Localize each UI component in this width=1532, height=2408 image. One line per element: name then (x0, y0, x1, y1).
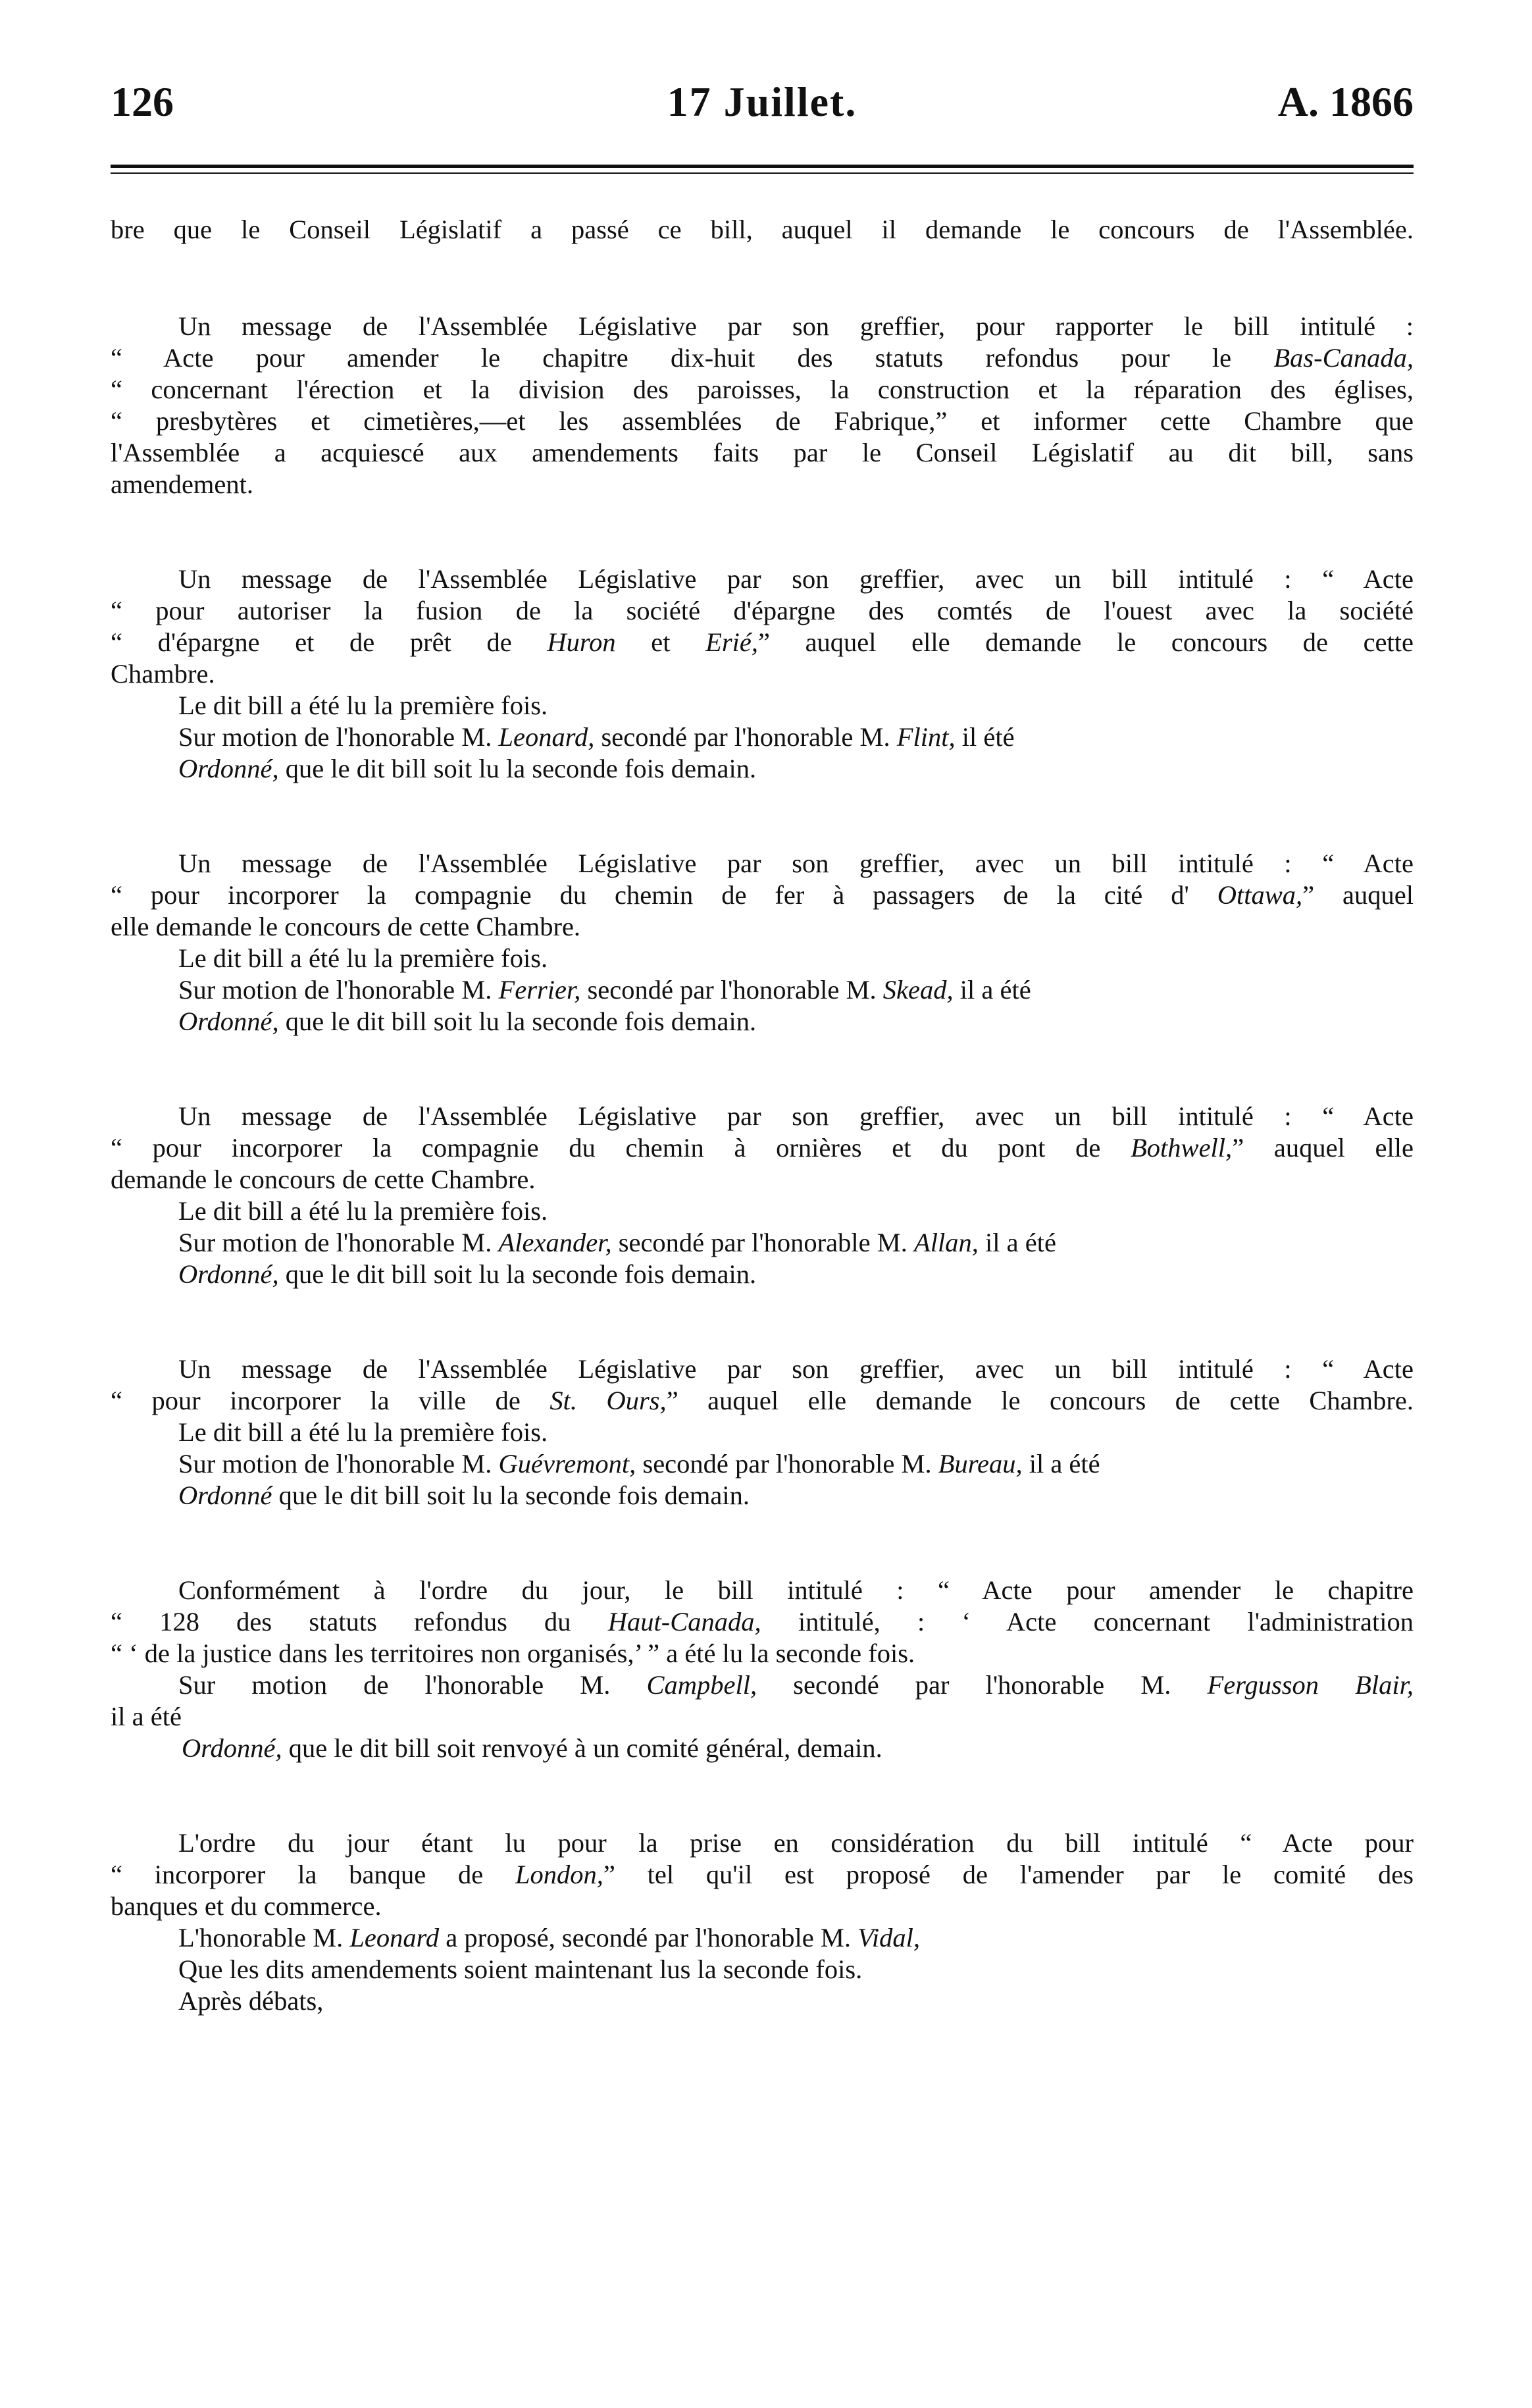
text-line: demande le concours de cette Chambre. (111, 1165, 536, 1194)
text-line: Ordonné, que le dit bill soit renvoyé à un comité général, demain. (182, 1733, 882, 1763)
text-line: “ presbytères et cimetières,—et les assemblées de Fabrique,” et informer cette Chambre que (111, 406, 1414, 436)
text-line: Sur motion de l'honorable M. Leonard, secondé par l'honorable M. Flint, il été (178, 722, 1015, 752)
text-line: Conformément à l'ordre du jour, le bill intitulé : “ Acte pour amender le chapitre (178, 1575, 1414, 1605)
text-line: Ordonné, que le dit bill soit lu la seconde fois demain. (178, 1007, 757, 1036)
text-line: Le dit bill a été lu la première fois. (178, 1417, 548, 1447)
paragraph-continuation (111, 214, 1414, 246)
text-line: Un message de l'Assemblée Législative par son greffier, avec un bill intitulé : “ Acte (178, 1101, 1414, 1131)
text-line: Chambre. (111, 659, 215, 689)
paragraph-message-rapport (111, 311, 1414, 500)
text-line: Que les dits amendements soient maintenant lus la seconde fois. (178, 1954, 863, 1984)
text-line: Ordonné, que le dit bill soit lu la seconde fois demain. (178, 1259, 757, 1289)
text-line: “ pour incorporer la compagnie du chemin de fer à passagers de la cité d' Ottawa,” auquel (111, 880, 1414, 910)
header-rule-thin (111, 172, 1414, 174)
text-line: “ Acte pour amender le chapitre dix-huit des statuts refondus pour le Bas-Canada, (111, 343, 1414, 373)
header-rule-thick (111, 165, 1414, 168)
text-line: “ ‘ de la justice dans les territoires non organisés,’ ” a été lu la seconde fois. (111, 1638, 915, 1668)
paragraph-message-st-ours (111, 1353, 1414, 1511)
paragraph-ordre-du-jour (111, 1575, 1414, 1764)
text-line: Un message de l'Assemblée Législative par son greffier, avec un bill intitulé : “ Acte (178, 849, 1414, 878)
paragraph-message-epargne (111, 563, 1414, 785)
text-line: Sur motion de l'honorable M. Ferrier, secondé par l'honorable M. Skead, il a été (178, 975, 1031, 1005)
text-line: “ pour autoriser la fusion de la société d'épargne des comtés de l'ouest avec la société (111, 596, 1414, 625)
text-line: “ incorporer la banque de London,” tel qu'il est proposé de l'amender par le comité des (111, 1860, 1414, 1889)
text-line: elle demande le concours de cette Chambre. (111, 912, 581, 941)
text-line: Un message de l'Assemblée Législative par son greffier, avec un bill intitulé : “ Acte (178, 564, 1414, 594)
text-line: il a été (111, 1702, 182, 1731)
header-year: A. 1866 (1277, 78, 1414, 125)
text-line: “ pour incorporer la compagnie du chemin à ornières et du pont de Bothwell,” auquel elle (111, 1133, 1414, 1163)
text-line: l'Assemblée a acquiescé aux amendements faits par le Conseil Législatif au dit bill, sans (111, 438, 1414, 467)
paragraph-message-bothwell (111, 1101, 1414, 1290)
text-line: amendement. (111, 469, 254, 499)
text-line: Après débats, (178, 1986, 324, 2016)
text-line: “ d'épargne et de prêt de Huron et Erié,” auquel elle demande le concours de cette (111, 627, 1414, 657)
header-date: 17 Juillet. (667, 78, 857, 125)
text-line: Sur motion de l'honorable M. Alexander, secondé par l'honorable M. Allan, il a été (178, 1228, 1056, 1257)
text-line: Sur motion de l'honorable M. Guévremont, secondé par l'honorable M. Bureau, il a été (178, 1449, 1100, 1479)
text-line: Sur motion de l'honorable M. Campbell, secondé par l'honorable M. Fergusson Blair, (178, 1670, 1414, 1700)
document-body (111, 214, 1414, 2017)
text-line: Ordonné que le dit bill soit lu la seconde fois demain. (178, 1480, 750, 1510)
page-header (111, 78, 1414, 130)
text-line: banques et du commerce. (111, 1891, 382, 1921)
text-line: “ concernant l'érection et la division des paroisses, la construction et la réparation des églises, (111, 375, 1414, 404)
paragraph-banque-london (111, 1827, 1414, 2017)
text-line: L'ordre du jour étant lu pour la prise en considération du bill intitulé “ Acte pour (178, 1828, 1414, 1858)
text-line: Le dit bill a été lu la première fois. (178, 1196, 548, 1226)
text-line: bre que le Conseil Législatif a passé ce bill, auquel il demande le concours de l'Assemblée. (111, 215, 1414, 244)
text-line: Ordonné, que le dit bill soit lu la seconde fois demain. (178, 754, 757, 783)
page-number: 126 (111, 78, 174, 125)
text-line: Le dit bill a été lu la première fois. (178, 691, 548, 720)
text-line: L'honorable M. Leonard a proposé, secondé par l'honorable M. Vidal, (178, 1923, 920, 1952)
text-line: “ 128 des statuts refondus du Haut-Canada, intitulé, : ‘ Acte concernant l'administration (111, 1607, 1414, 1636)
text-line: Un message de l'Assemblée Législative par son greffier, pour rapporter le bill intitulé : (178, 311, 1414, 341)
text-line: Un message de l'Assemblée Législative par son greffier, avec un bill intitulé : “ Acte (178, 1354, 1414, 1384)
paragraph-message-ottawa (111, 848, 1414, 1037)
text-line: “ pour incorporer la ville de St. Ours,” auquel elle demande le concours de cette Chambre. (111, 1386, 1414, 1415)
text-line: Le dit bill a été lu la première fois. (178, 943, 548, 973)
